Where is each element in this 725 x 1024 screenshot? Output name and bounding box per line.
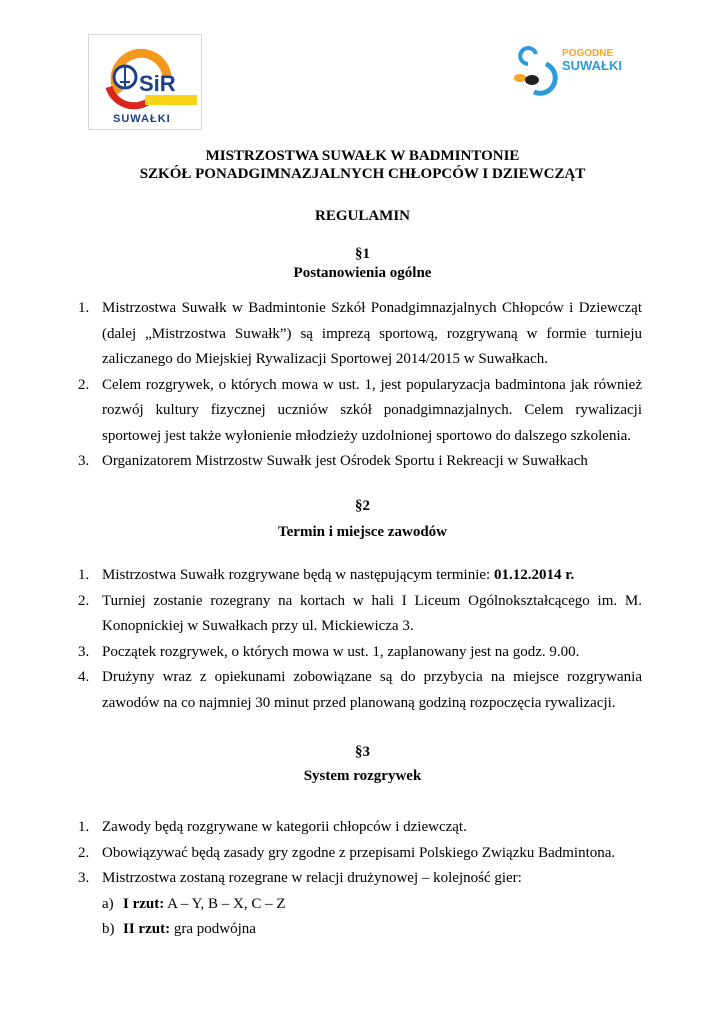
osir-logo-city: SUWAŁKI (113, 113, 171, 125)
sublist (102, 892, 642, 943)
list-item-text: Zawody będą rozgrywane w kategorii chłopców i dziewcząt. (102, 819, 467, 835)
section-3-number: §3 (355, 744, 370, 760)
list-item-number: 4. (78, 669, 90, 685)
list-item (78, 589, 642, 640)
list-item-text: Początek rozgrywek, o których mowa w ust. 1, zaplanowany jest na godz. 9.00. (102, 643, 580, 660)
list-item (78, 640, 642, 666)
sublist-item-letter: b) (102, 921, 115, 937)
pogodne-logo-graphic (500, 40, 640, 110)
section-2-heading: Termin i miejsce zawodów (278, 524, 447, 540)
list-item-number: 1. (78, 300, 90, 316)
list-item-text: Mistrzostwa Suwałk rozgrywane będą w następującym terminie: (102, 567, 494, 583)
list-item (78, 563, 642, 589)
section-1-heading: Postanowienia ogólne (293, 265, 432, 281)
sublist-item-text: gra podwójna (170, 921, 256, 937)
list-item-number: 3. (78, 453, 90, 469)
list-item-text: Obowiązywać będą zasady gry zgodne z przepisami Polskiego Związku Badmintona. (102, 844, 616, 861)
section-3-heading: System rozgrywek (303, 768, 422, 784)
osir-logo (88, 34, 202, 130)
list-item-text: Turniej zostanie rozegrany na kortach w hali I Liceum Ogólnokształcącego im. M. Konopnickiej w Suwałkach przy ul. Mickiewicza 3. (102, 592, 642, 634)
list-item-number: 2. (78, 592, 90, 609)
list-item (78, 373, 642, 450)
section-1-list (78, 296, 642, 475)
list-item (78, 665, 642, 716)
sublist-item-label: II rzut: (123, 921, 171, 937)
document-title (0, 147, 725, 183)
sublist-item (102, 892, 642, 918)
title-line-1: MISTRZOSTWA SUWAŁK W BADMINTONIE (205, 148, 520, 164)
list-item-number: 1. (78, 819, 90, 835)
section-1-number: §1 (355, 246, 370, 262)
pogodne-logo-top: POGODNE (562, 48, 614, 59)
list-item (78, 815, 642, 841)
sublist-item-text: A – Y, B – X, C – Z (164, 895, 286, 912)
list-item (78, 449, 642, 475)
osir-logo-graphic (89, 35, 201, 129)
list-item-number: 3. (78, 643, 90, 660)
pogodne-suwalki-logo (500, 40, 640, 110)
section-2-number: §2 (355, 498, 370, 514)
list-item-date: 01.12.2014 r. (493, 567, 575, 583)
section-2-list (78, 563, 642, 716)
list-item-number: 3. (78, 870, 90, 886)
list-item-number: 2. (78, 844, 90, 861)
pogodne-logo-bottom: SUWAŁKI (562, 58, 622, 73)
sublist-item-letter: a) (102, 895, 114, 912)
title-line-2: SZKÓŁ PONADGIMNAZJALNYCH CHŁOPCÓW I DZIEWCZĄT (139, 166, 586, 182)
list-item-text: Drużyny wraz z opiekunami zobowiązane są do przybycia na miejsce rozgrywania zawodów na co najmniej 30 minut przed planowaną godziną rozpoczęcia rywalizacji. (102, 669, 642, 711)
regulamin-heading: REGULAMIN (314, 208, 410, 224)
list-item (78, 841, 642, 867)
list-item (78, 296, 642, 373)
list-item-text: Mistrzostwa Suwałk w Badmintonie Szkół Ponadgimnazjalnych Chłopców i Dziewcząt (dalej „Mistrzostwa Suwałk”) są imprezą sportową, rozgrywaną w formie turnieju zaliczanego do Miejskiej Rywalizacji Sportowej 2014/2015 w Suwałkach. (102, 300, 642, 367)
list-item-text: Organizatorem Mistrzostw Suwałk jest Ośrodek Sportu i Rekreacji w Suwałkach (102, 453, 588, 469)
list-item-text: Celem rozgrywek, o których mowa w ust. 1, jest popularyzacja badmintona jak również rozwój kultury fizycznej uczniów szkół ponadgimnazjalnych. Celem rywalizacji sportowej jest także wyłonienie młodzieży uzdolnionej sportowo do dalszego szkolenia. (102, 376, 642, 444)
list-item-number: 2. (78, 376, 90, 393)
section-3-list (78, 815, 642, 943)
sublist-item (102, 917, 642, 943)
list-item-number: 1. (78, 567, 90, 583)
list-item (78, 866, 642, 943)
sublist-item-label: I rzut: (123, 895, 165, 912)
list-item-text: Mistrzostwa zostaną rozegrane w relacji drużynowej – kolejność gier: (102, 870, 522, 886)
osir-logo-text: SiR (139, 71, 176, 96)
